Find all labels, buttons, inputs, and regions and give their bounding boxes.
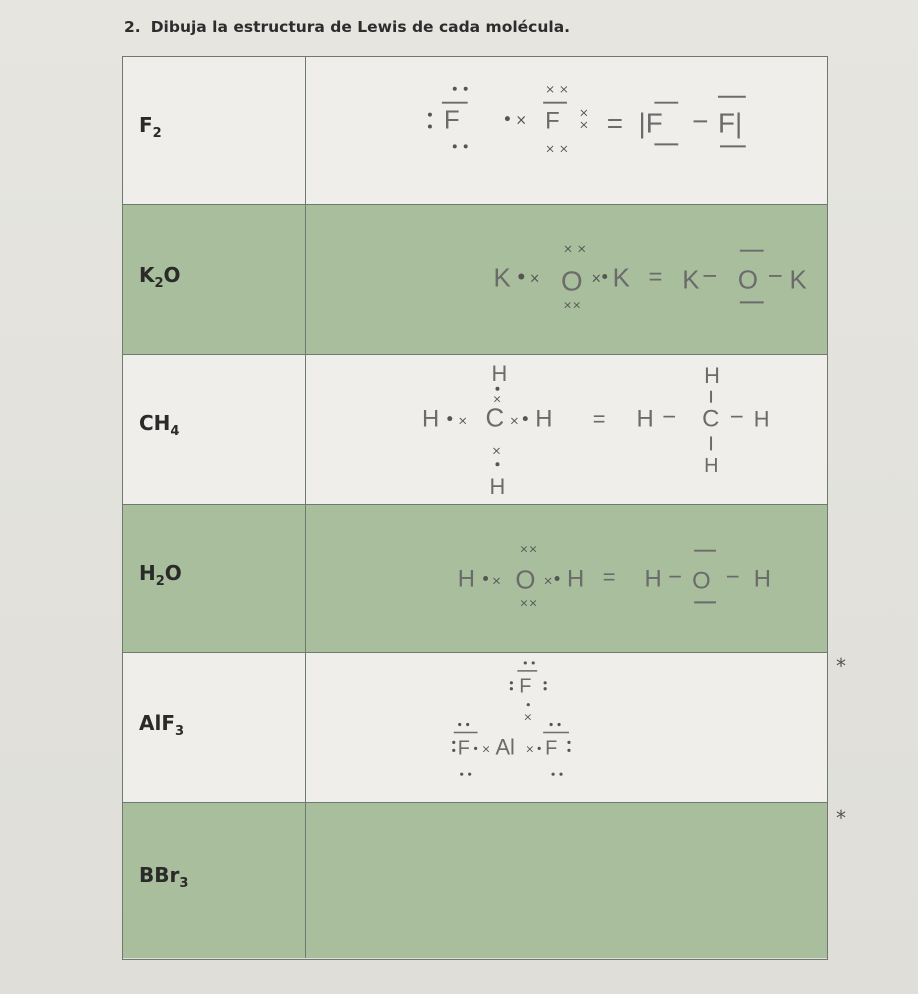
svg-text:O: O: [737, 266, 758, 295]
svg-text:C: C: [485, 404, 505, 433]
question-title: [124, 18, 570, 36]
svg-text:×: ×: [578, 105, 589, 120]
svg-text:×: ×: [515, 112, 527, 129]
svg-text:C: C: [702, 405, 720, 433]
formula-f2: $F_2$: [139, 113, 162, 141]
question-number: 2.: [124, 18, 141, 36]
svg-text:H: H: [567, 565, 585, 593]
formula-h2o: $H_2O$: [139, 561, 182, 589]
svg-text:−: −: [729, 403, 744, 431]
svg-text:× ×: × ×: [545, 81, 569, 96]
column-divider: [305, 205, 306, 354]
svg-text:O: O: [561, 265, 583, 297]
svg-text:×: ×: [457, 413, 468, 428]
table-row-ch4: [123, 355, 827, 505]
star-mark-bbr3: *: [836, 806, 846, 830]
svg-text:K: K: [682, 266, 700, 295]
svg-text:× ×: × ×: [563, 241, 587, 256]
lewis-drawing-h2o: [307, 505, 827, 652]
answer-ch4: [307, 355, 827, 504]
svg-text:×: ×: [509, 413, 520, 428]
table-row-k2o: [123, 205, 827, 355]
svg-text:=: =: [602, 564, 616, 590]
table-row-bbr3: [123, 803, 827, 958]
svg-text:−: −: [692, 105, 709, 137]
svg-text:|F: |F: [638, 107, 663, 139]
lewis-drawing-ch4: [307, 355, 827, 504]
table-row-f2: [123, 57, 827, 205]
svg-text:F: F: [545, 737, 558, 760]
svg-text:×: ×: [543, 573, 554, 588]
table-row-h2o: [123, 505, 827, 653]
svg-text:=: =: [606, 107, 623, 139]
svg-text:F|: F|: [717, 107, 743, 139]
formula-alf3: AlF$_3$: [139, 711, 185, 739]
svg-text:F: F: [545, 107, 560, 135]
svg-text:×: ×: [481, 742, 491, 756]
svg-text:H: H: [636, 405, 654, 433]
svg-text:−: −: [662, 403, 677, 431]
svg-text:H: H: [704, 455, 719, 478]
svg-text:K: K: [789, 266, 807, 295]
column-divider: [305, 653, 306, 802]
answer-k2o: [307, 205, 827, 354]
svg-text:×: ×: [590, 271, 602, 287]
svg-text:H: H: [704, 362, 720, 388]
lewis-drawing-k2o: [307, 205, 827, 354]
svg-text:H: H: [457, 565, 475, 593]
svg-text:× ×: × ×: [545, 141, 569, 156]
answer-alf3: [307, 653, 827, 802]
svg-text:H: H: [491, 360, 508, 386]
formula-bbr3: BBr$_3$: [139, 863, 189, 891]
svg-text:××: ××: [519, 596, 538, 610]
column-divider: [305, 355, 306, 504]
formula-ch4: $CH_4$: [139, 411, 180, 439]
lewis-table: [122, 56, 828, 960]
answer-h2o: [307, 505, 827, 652]
svg-text:H: H: [421, 405, 440, 433]
svg-text:H: H: [753, 406, 770, 432]
column-divider: [305, 505, 306, 652]
svg-text:×: ×: [492, 392, 502, 406]
column-divider: [305, 803, 306, 958]
svg-text:Al: Al: [495, 734, 515, 760]
svg-text:−: −: [767, 262, 783, 291]
svg-text:=: =: [592, 406, 606, 432]
star-mark-alf3: *: [836, 654, 846, 678]
svg-text:K: K: [493, 264, 511, 293]
svg-text:O: O: [515, 566, 536, 595]
table-row-alf3: [123, 653, 827, 803]
svg-text:−: −: [725, 563, 740, 591]
svg-text:×: ×: [491, 573, 502, 588]
svg-text:×: ×: [578, 117, 589, 132]
answer-bbr3: [307, 803, 827, 958]
svg-text:H: H: [489, 474, 506, 500]
svg-text:H: H: [535, 405, 553, 433]
column-divider: [305, 57, 306, 204]
svg-text:−: −: [702, 262, 718, 291]
svg-text:×: ×: [525, 742, 535, 756]
lewis-drawing-f2: [307, 57, 827, 204]
svg-text:H: H: [644, 565, 662, 593]
formula-k2o: $K_2O$: [139, 263, 181, 291]
svg-text:K: K: [612, 264, 630, 293]
svg-text:H: H: [753, 565, 771, 593]
svg-text:=: =: [648, 263, 663, 291]
svg-text:××: ××: [563, 298, 582, 312]
svg-text:F: F: [457, 737, 470, 760]
svg-text:×: ×: [529, 271, 541, 287]
svg-text:F: F: [443, 106, 460, 135]
svg-text:O: O: [692, 567, 711, 595]
svg-text:F: F: [519, 675, 532, 698]
svg-text:−: −: [668, 563, 683, 591]
question-text: Dibuja la estructura de Lewis de cada molécula.: [150, 18, 571, 36]
lewis-drawing-alf3: [307, 653, 827, 802]
svg-text:××: ××: [519, 542, 538, 556]
svg-text:×: ×: [523, 710, 533, 724]
svg-text:×: ×: [491, 443, 502, 458]
answer-f2: [307, 57, 827, 204]
